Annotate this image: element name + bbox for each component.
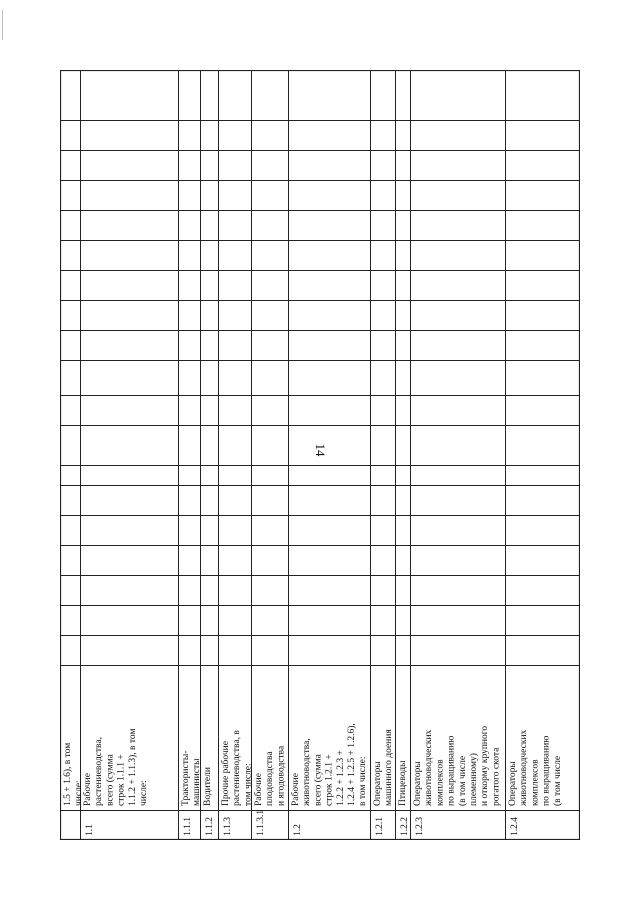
row-label-line: по выращиванию [446,735,457,806]
row-label-line: растениеводства, в [232,730,243,806]
row-label-line: Операторы [413,761,423,806]
row-label-line: 1.5 + 1.6), в том [63,742,73,806]
row-label-line: Птицеводы [398,760,408,806]
row-label-line: и ягодоводства [276,745,287,806]
row-label-line: машинисты [192,758,203,806]
table-grid [60,70,580,840]
table-row [82,729,149,837]
row-label-line: рогатого скота [491,747,502,806]
row-label-line: животноводческих [519,729,530,806]
row-number: 1.2 [293,824,303,836]
row-label-line: Рабочие [291,773,301,806]
row-label-line: по выращиванию [541,735,552,806]
row-label-line: животноводства, [302,738,313,806]
row-number: 1.2.3 [415,817,425,836]
row-label-line: 1.2.2 + 1.2.3 + [335,750,346,806]
scan-edge-mark [2,10,3,40]
row-label-line: Рабочие [83,773,93,806]
row-label-line: всего (сумма [105,754,116,806]
data-table [60,70,580,840]
row-number: 1.2.2 [400,817,410,836]
table-row [253,745,286,836]
row-number: 1.2.4 [510,817,520,836]
row-label-line: 1.2.4 + 1.2.5 + 1.2.6), [347,723,357,806]
row-label-line: Трактористы- [181,750,191,806]
row-label-line: числе: [139,780,149,806]
row-number: 1.1.3.1 [256,809,266,836]
row-label-line: растениеводства, [94,737,105,806]
row-label-line: плодоводства [265,751,276,806]
row-label-line: 1.1.2 + 1.1.3), в том [127,728,138,806]
row-label-line: племенному) [469,753,479,806]
row-number: 1.1 [85,824,95,836]
table-row [203,767,215,836]
row-label-line: комплексов [435,759,446,806]
row-label-line: всего (сумма [313,754,324,806]
table-border [61,71,580,840]
table-row [413,726,501,836]
row-label-line: животноводческих [424,729,435,806]
row-label-line: Рабочие [254,773,264,806]
row-label-line: строк 1.1.1 + [116,754,127,806]
row-number: 1.1.2 [205,817,215,836]
row-label-line: числе: [74,780,85,806]
row-label-line: строк 1.2.1 + [324,754,335,806]
row-label-line: Водители [203,767,213,806]
table-row [181,751,202,836]
row-label-line: (в том числе [457,755,468,806]
page-number: 14 [313,443,328,457]
row-label-line: Прочие рабочие [221,741,231,806]
row-label-line: Операторы [373,761,383,806]
table-row [290,723,368,836]
row-label-line: машинного доения [384,729,395,806]
row-label-line: Операторы [508,761,518,806]
row-label-line: комплексов [530,759,541,806]
row-label-line: и откорму крупного [480,725,491,806]
row-number: 1.1.1 [183,817,193,836]
table-row [373,729,394,836]
table-row [508,729,563,836]
row-number: 1.2.1 [375,817,385,836]
table-row [398,760,410,836]
row-label-line: том числе: [243,763,254,806]
row-label-line: (в том числе [552,755,563,806]
row-number: 1.1.3 [223,817,233,836]
row-label-line: в том числе: [358,756,369,806]
table-row [220,730,253,836]
